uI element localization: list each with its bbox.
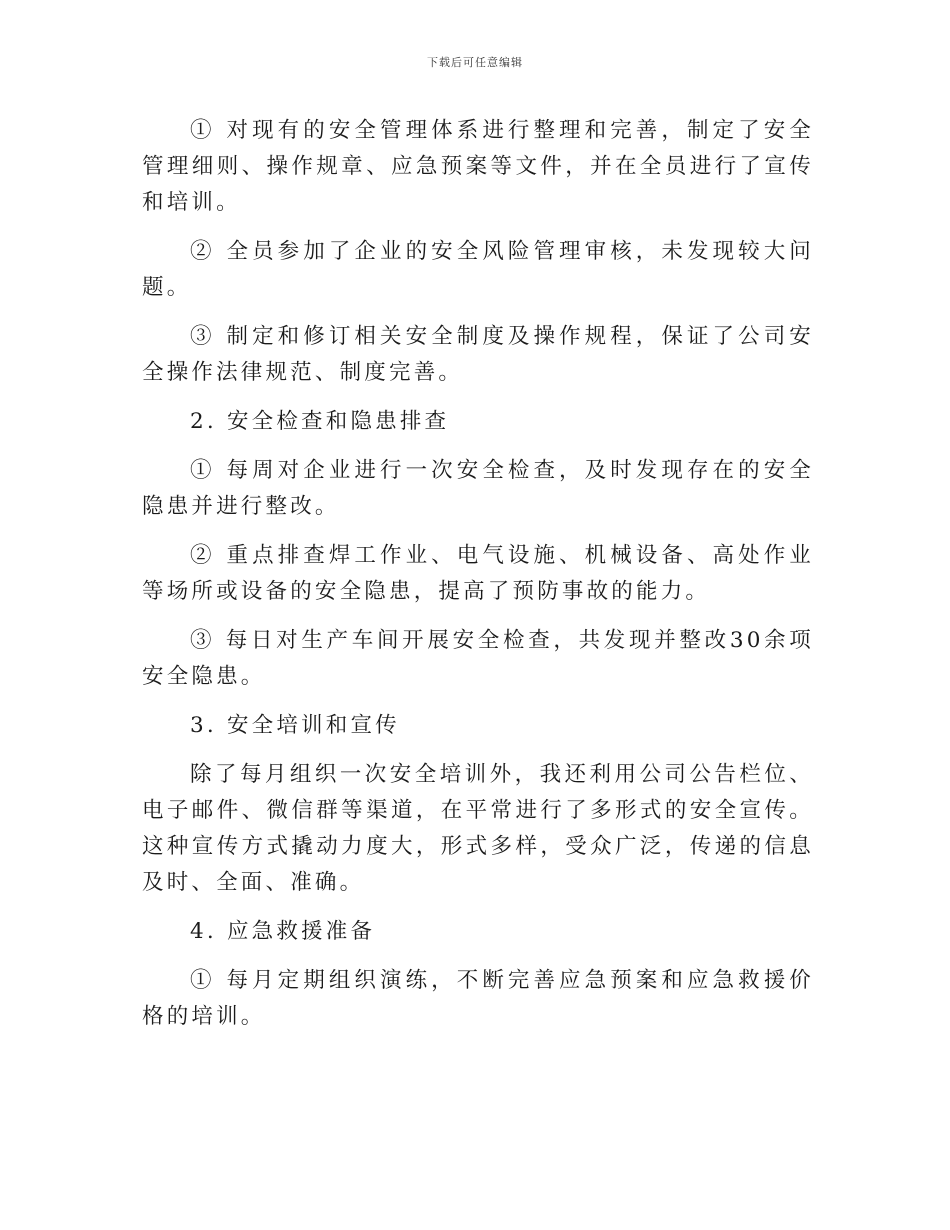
paragraph-measure-3: ③ 制定和修订相关安全制度及操作规程，保证了公司安全操作法律规范、制度完善。 [142, 324, 814, 385]
paragraph-inspection-1: ① 每周对企业进行一次安全检查，及时发现存在的安全隐患并进行整改。 [142, 458, 814, 519]
document-body [142, 113, 814, 1048]
paragraph-measure-1: ① 对现有的安全管理体系进行整理和完善，制定了安全管理细则、操作规章、应急预案等文件，并在全员进行了宣传和培训。 [142, 118, 814, 215]
section-heading-emergency: 4. 应急救援准备 [190, 919, 376, 944]
section-heading-inspection: 2. 安全检查和隐患排查 [190, 409, 450, 434]
paragraph-inspection-3: ③ 每日对生产车间开展安全检查，共发现并整改30余项安全隐患。 [142, 628, 814, 689]
section-heading-training: 3. 安全培训和宣传 [190, 713, 400, 738]
paragraph-emergency-1: ① 每月定期组织演练，不断完善应急预案和应急救援价格的培训。 [142, 968, 814, 1029]
paragraph-measure-2: ② 全员参加了企业的安全风险管理审核，未发现较大问题。 [142, 239, 814, 300]
page-header: 下载后可任意编辑 [427, 56, 523, 69]
paragraph-inspection-2: ② 重点排查焊工作业、电气设施、机械设备、高处作业等场所或设备的安全隐患，提高了预防事故的能力。 [142, 543, 814, 604]
paragraph-training: 除了每月组织一次安全培训外，我还利用公司公告栏位、电子邮件、微信群等渠道，在平常进行了多形式的安全宣传。这种宣传方式撬动力度大，形式多样，受众广泛，传递的信息及时、全面、准确。 [142, 762, 814, 895]
